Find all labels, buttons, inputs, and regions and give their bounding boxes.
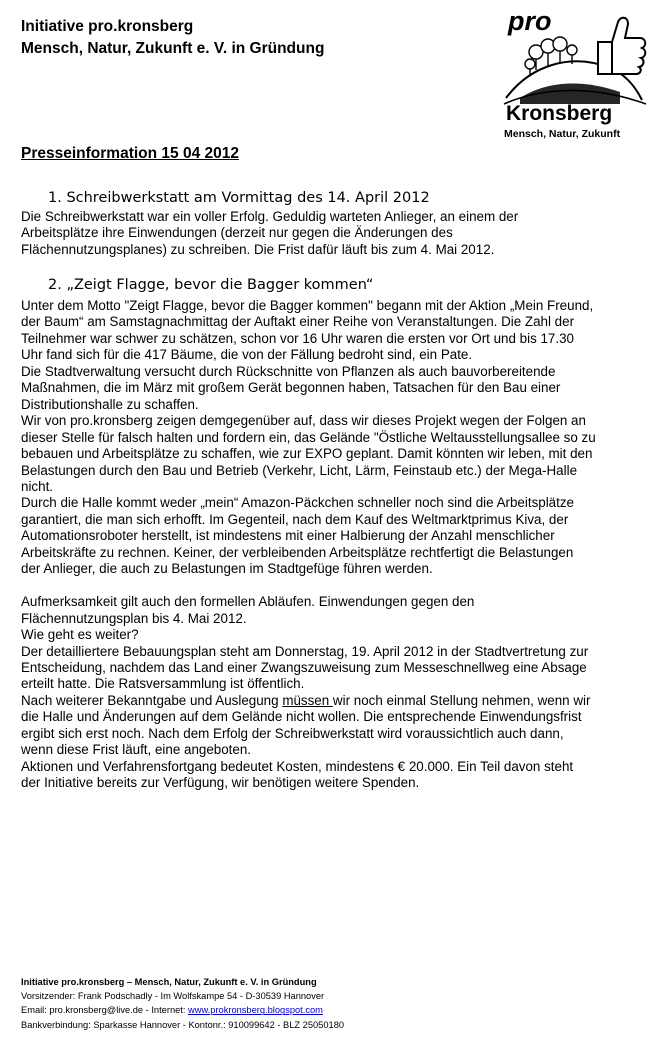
logo-tagline: Mensch, Natur, Zukunft <box>504 128 621 140</box>
body-line: Aufmerksamkeit gilt auch den formellen Abläufen. Einwendungen gegen den <box>21 594 475 610</box>
body-line: Belastungen durch den Bau und Betrieb (Verkehr, Licht, Lärm, Feinstaub etc.) der Mega-Halle <box>21 462 578 478</box>
body-line: Uhr fand sich für die 417 Bäume, die von der Fällung bedroht sind, ein Pate. <box>21 347 473 363</box>
body-line: bebauen und Arbeitsplätze zu schaffen, wie zur EXPO geplant. Damit könnten wir leben, mit den <box>21 446 593 462</box>
footer-contact <box>21 1003 344 1017</box>
body-line: Maßnahmen, die im März mit großem Gerät begonnen haben, Tatsachen für den Bau einer <box>21 380 561 396</box>
kronsberg-logo <box>500 8 650 142</box>
body-line: Wir von pro.kronsberg zeigen demgegenüber auf, dass wir dieses Projekt wegen der Folgen an <box>21 413 586 429</box>
website-link[interactable]: www.prokronsberg.blogspot.com <box>188 1005 323 1016</box>
section-1-heading: 1. Schreibwerkstatt am Vormittag des 14. April 2012 <box>48 190 430 206</box>
body-line: Durch die Halle kommt weder „mein“ Amazon-Päckchen schneller noch sind die Arbeitsplätze <box>21 495 574 511</box>
body-line: Teilnehmer war schwer zu schätzen, schon vor 16 Uhr waren die ersten vor Ort und bis 17.30 <box>21 330 574 346</box>
body-line: nicht. <box>21 478 54 494</box>
text-segment: Nach weiterer Bekanntgabe und Auslegung <box>21 692 283 708</box>
underlined-word: müssen <box>282 692 333 708</box>
org-subtitle: Mensch, Natur, Zukunft e. V. in Gründung <box>21 40 325 57</box>
footer-org: Initiative pro.kronsberg – Mensch, Natur, Zukunft e. V. in Gründung <box>21 977 317 987</box>
page-footer <box>21 975 344 1032</box>
footer-email: Email: pro.kronsberg@live.de - Internet: <box>21 1005 189 1016</box>
body-line: Arbeitsplätze ihre Einwendungen (derzeit nur gegen die Änderungen des <box>21 225 453 241</box>
press-release-title: Presseinformation 15 04 2012 <box>21 145 239 162</box>
body-line: ergibt sich erst noch. Nach dem Erfolg der Schreibwerkstatt wird voraussichtlich auch dann, <box>21 725 564 741</box>
body-line: dieser Stelle für falsch halten und fordern ein, das Gelände "Östliche Weltausstellungsallee so zu <box>21 429 596 445</box>
organization-header <box>21 16 324 60</box>
body-line: die Halle und Änderungen auf dem Gelände nicht wollen. Die entsprechende Einwendungsfrist <box>21 709 582 725</box>
body-line: wenn diese Frist läuft, eine angeboten. <box>21 742 252 758</box>
body-line: der Initiative bereits zur Verfügung, wir benötigen weitere Spenden. <box>21 775 420 791</box>
body-line: Flächennutzungsplan bis 4. Mai 2012. <box>21 610 247 626</box>
footer-chair: Vorsitzender: Frank Podschadly - Im Wolfskampe 54 - D-30539 Hannover <box>21 991 325 1002</box>
body-line: Arbeitskräfte zu rechnen. Keiner, der verbleibenden Arbeitsplätze rechtfertigt die Belastungen <box>21 544 574 560</box>
footer-bank: Bankverbindung: Sparkasse Hannover - Kontonr.: 910099642 - BLZ 25050180 <box>21 1019 345 1030</box>
body-line-with-emphasis <box>21 693 651 709</box>
body-line: Die Schreibwerkstatt war ein voller Erfolg. Geduldig warteten Anlieger, an einem der <box>21 209 519 224</box>
body-line: Die Stadtverwaltung versucht durch Rückschnitte von Pflanzen als auch bauvorbereitende <box>21 363 556 379</box>
body-line: Flächennutzungsplanes) zu schreiben. Die Frist dafür läuft bis zum 4. Mai 2012. <box>21 241 495 257</box>
body-line: Wie geht es weiter? <box>21 627 139 643</box>
section-2-body <box>21 298 651 792</box>
body-line: Distributionshalle zu schaffen. <box>21 396 199 412</box>
body-line: Der detailliertere Bebauungsplan steht am Donnerstag, 19. April 2012 in der Stadtvertretung zur <box>21 643 589 659</box>
text-segment: wir noch einmal Stellung nehmen, wenn wir <box>332 692 591 708</box>
body-line: der Anlieger, die auch zu Belastungen im Stadtgefüge führen werden. <box>21 561 433 577</box>
body-line: erteilt hatte. Die Ratsversammlung ist öffentlich. <box>21 676 305 692</box>
body-line: Entscheidung, nachdem das Land einer Zwangszuweisung zum Messeschnellweg eine Absage <box>21 659 587 675</box>
section-2-heading: 2. „Zeigt Flagge, bevor die Bagger kommen“ <box>48 277 374 293</box>
body-line: Unter dem Motto "Zeigt Flagge, bevor die Bagger kommen" begann mit der Aktion „Mein Freund, <box>21 298 594 313</box>
body-line: der Baum“ am Samstagnachmittag der Auftakt einer Reihe von Veranstaltungen. Die Zahl der <box>21 314 575 330</box>
section-1-body <box>21 209 651 258</box>
logo-pro-text: pro <box>508 6 552 36</box>
body-line: garantiert, die man sich erhofft. Im Gegenteil, nach dem Kauf des Weltmarktprimus Kiva, der <box>21 511 569 527</box>
org-name: Initiative pro.kronsberg <box>21 18 194 35</box>
logo-name-text: Kronsberg <box>506 102 613 125</box>
body-line: Aktionen und Verfahrensfortgang bedeutet Kosten, mindestens € 20.000. Ein Teil davon steht <box>21 758 574 774</box>
blank-line <box>21 578 651 594</box>
body-line: Automationsroboter herstellt, ist mindestens mit einer Halbierung der Anzahl menschlicher <box>21 528 555 544</box>
